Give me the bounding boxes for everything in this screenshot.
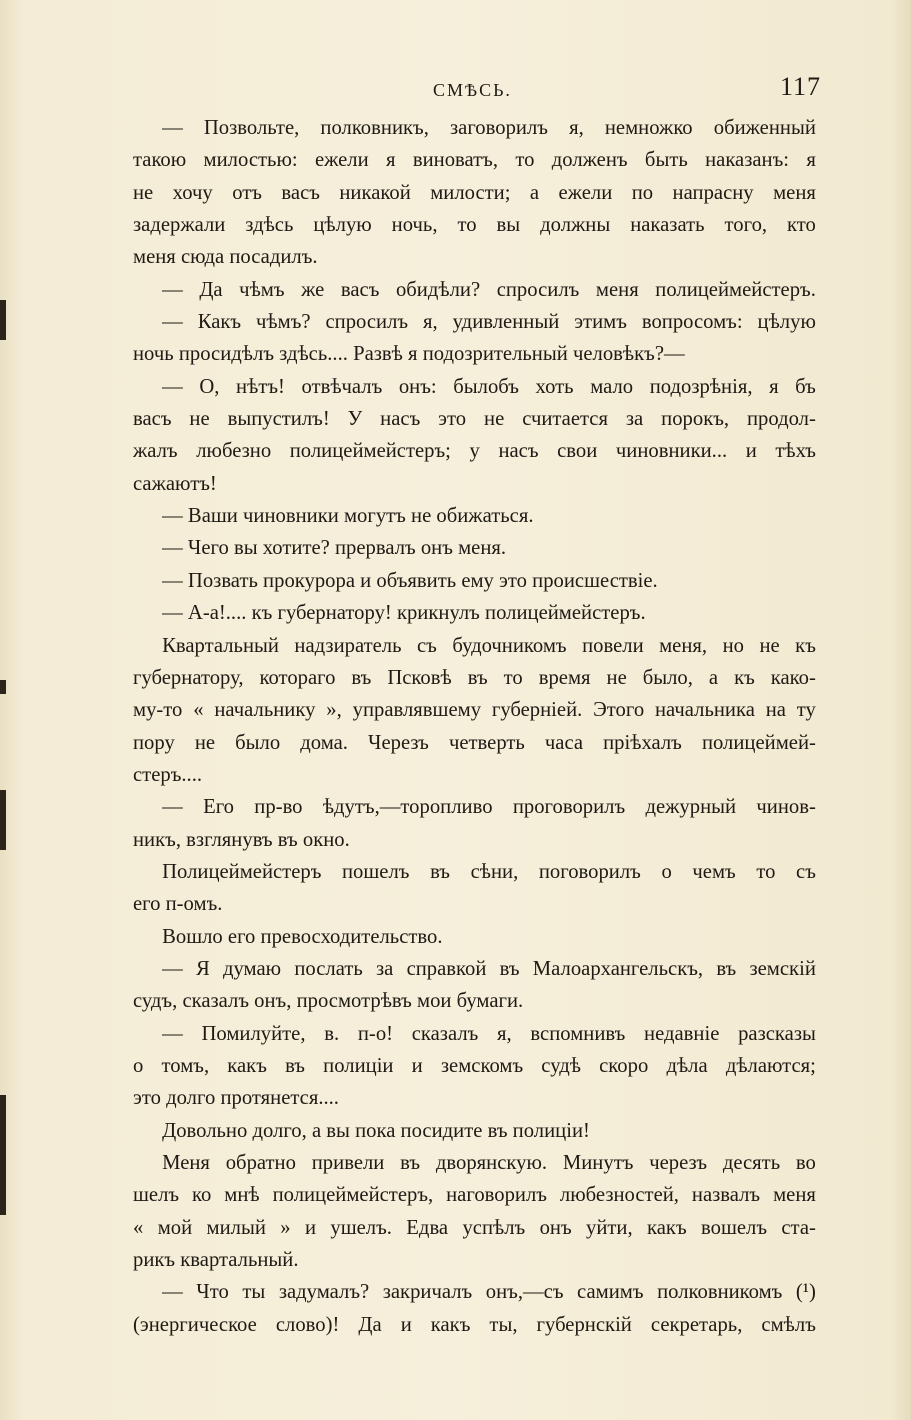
running-head: СМѢСЬ. [433,80,512,100]
text-line: никъ, взглянувъ въ окно. [133,826,350,851]
text-line: судъ, сказалъ онъ, просмотрѣвъ мои бумаги. [133,988,524,1013]
text-line: — Какъ чѣмъ? спросилъ я, удивленный этимъ вопросомъ: цѣлую [162,309,816,334]
text-line: его п-омъ. [133,891,223,916]
text-line: задержали здѣсь цѣлую ночь, то вы должны наказать того, кто [133,212,816,237]
text-line: Меня обратно привели въ дворянскую. Минутъ черезъ десять во [162,1150,816,1174]
text-line: жалъ любезно полицеймейстеръ; у насъ свои чиновники... и тѣхъ [133,438,816,463]
text-line: му-то « начальнику », управлявшему губерніей. Этого начальника на ту [133,697,816,722]
text-line: — Его пр-во ѣдутъ,—торопливо проговорилъ дежурный чинов- [162,794,816,819]
text-line: — Позвать прокурора и объявить ему это происшествіе. [162,567,658,592]
text-line: Довольно долго, а вы пока посидите въ полиціи! [162,1117,590,1142]
text-line: — Да чѣмъ же васъ обидѣли? спросилъ меня полицеймейстеръ. [162,276,816,301]
text-line: рикъ квартальный. [133,1247,299,1272]
text-line: « мой милый » и ушелъ. Едва успѣлъ онъ уйти, какъ вошелъ ста- [133,1214,816,1239]
text-line: Полицеймейстеръ пошелъ въ сѣни, поговорилъ о чемъ то съ [162,858,816,883]
text-line: — Что ты задумалъ? закричалъ онъ,—съ самимъ полковникомъ (¹) [162,1279,816,1304]
text-line: шелъ ко мнѣ полицеймейстеръ, наговорилъ любезностей, назвалъ меня [133,1182,816,1207]
text-line: — А-а!.... къ губернатору! крикнулъ полицеймейстеръ. [162,600,646,625]
text-line: меня сюда посадилъ. [133,244,318,269]
text-line: васъ не выпустилъ! У насъ это не считается за порокъ, продол- [133,406,816,431]
text-line: о томъ, какъ въ полиціи и земскомъ судѣ скоро дѣла дѣлаются; [133,1052,816,1077]
text-line: — Позвольте, полковникъ, заговорилъ я, немножко обиженный [162,115,816,139]
text-line: такою милостью: ежели я виноватъ, то долженъ быть наказанъ: я [133,147,816,172]
body-text [133,111,816,1340]
page-edge-mark [0,680,6,694]
text-line: (энергическое слово)! Да и какъ ты, губернскій секретарь, смѣлъ [133,1311,816,1336]
page-header [133,72,833,102]
text-line: это долго протянется.... [133,1085,339,1110]
text-line: — Чего вы хотите? прервалъ онъ меня. [162,535,507,560]
text-line: — Помилуйте, в. п-о! сказалъ я, вспомнивъ недавніе разсказы [162,1020,816,1045]
text-line: Вошло его превосходительство. [162,923,443,948]
text-line: сажаютъ! [133,470,217,495]
page-edge-mark [0,300,6,340]
text-line: — Ваши чиновники могутъ не обижаться. [162,503,534,528]
text-line: не хочу отъ васъ никакой милости; а ежели по напрасну меня [133,179,816,204]
page-edge-mark [0,1095,6,1215]
text-line: — Я думаю послать за справкой въ Малоархангельскъ, въ земскій [162,955,816,980]
page-number: 117 [779,72,821,101]
text-line: Квартальный надзиратель съ будочникомъ повели меня, но не къ [162,632,816,657]
text-line: губернатору, котораго въ Псковѣ въ то время не было, а къ како- [133,664,816,689]
text-line: стеръ.... [133,761,203,786]
page-edge-mark [0,790,6,850]
text-line: ночь просидѣлъ здѣсь.... Развѣ я подозрительный человѣкъ?— [133,341,685,366]
text-line: — О, нѣтъ! отвѣчалъ онъ: былобъ хоть мало подозрѣнія, я бъ [162,373,816,398]
text-line: пору не было дома. Черезъ четверть часа пріѣхалъ полицеймей- [133,729,816,754]
